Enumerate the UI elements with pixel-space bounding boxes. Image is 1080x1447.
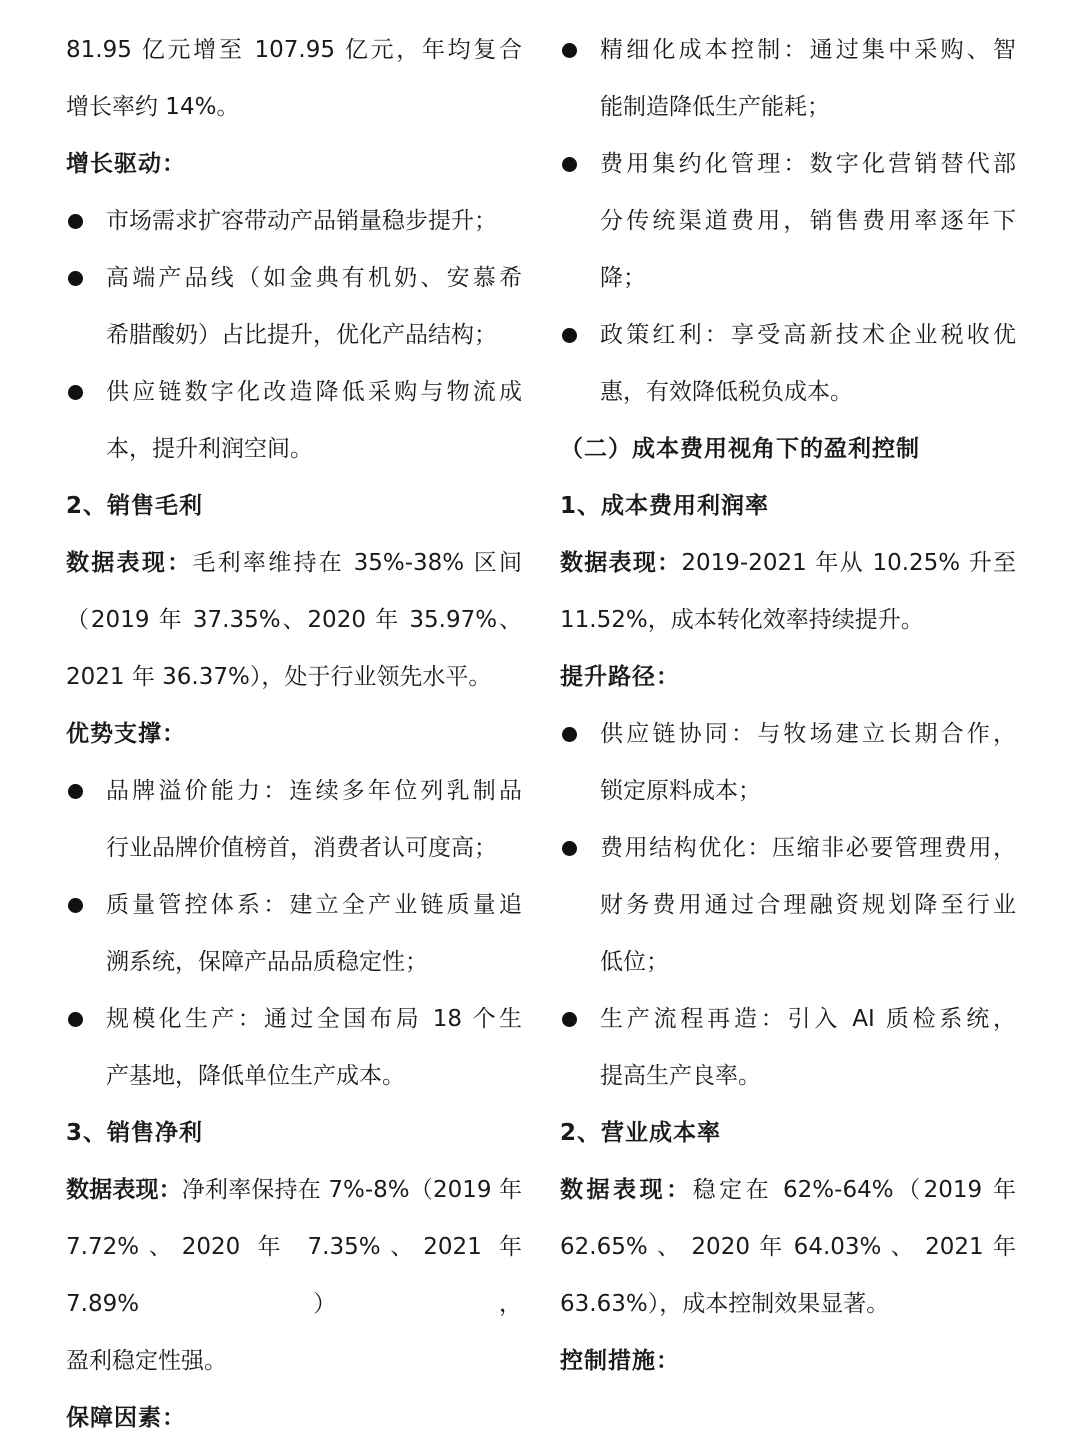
data-label: 数据表现：	[66, 1177, 182, 1203]
text-line: 惠，有效降低税负成本。	[600, 379, 853, 405]
text-line: 本，提升利润空间。	[106, 436, 313, 462]
list-item	[560, 22, 1016, 136]
list-item	[66, 193, 522, 250]
text-line	[66, 535, 522, 592]
text-line: 市场需求扩容带动产品销量稳步提升；	[106, 208, 497, 234]
list-item	[560, 991, 1016, 1105]
text-line: 能制造降低生产能耗；	[600, 94, 830, 120]
right-column	[560, 22, 1016, 1390]
revenue-paragraph	[66, 22, 522, 136]
text-line: 低位；	[600, 949, 669, 975]
text-line: 精细化成本控制：通过集中采购、智	[600, 37, 1016, 63]
growth-drivers-heading: 增长驱动：	[66, 151, 186, 177]
bullet-icon	[68, 1012, 83, 1027]
list-item	[560, 136, 1016, 307]
text-line: 62.65% 、 2020 年 64.03% 、 2021 年	[560, 1234, 1016, 1260]
text-line: 供应链数字化改造降低采购与物流成	[106, 379, 522, 405]
text-line	[66, 1162, 522, 1219]
text-line: 2021 年 36.37%），处于行业领先水平。	[66, 664, 492, 690]
text-line: 锁定原料成本；	[600, 778, 761, 804]
improvement-path-list	[560, 706, 1016, 1105]
bullet-icon	[562, 841, 577, 856]
text-line: 质量管控体系：建立全产业链质量追	[106, 892, 522, 918]
list-item	[66, 364, 522, 478]
data-label: 数据表现：	[560, 550, 682, 576]
text-line: 增长率约 14%。	[66, 94, 240, 120]
text-line: 溯系统，保障产品品质稳定性；	[106, 949, 428, 975]
text-line	[560, 535, 1016, 592]
text-line: （2019 年 37.35%、2020 年 35.97%、	[66, 607, 522, 633]
advantages-list	[66, 763, 522, 1105]
text-line: 63.63%），成本控制效果显著。	[560, 1291, 890, 1317]
bullet-icon	[68, 784, 83, 799]
text-line: 盈利稳定性强。	[66, 1348, 227, 1374]
text-line: 产基地，降低单位生产成本。	[106, 1063, 405, 1089]
text-line: 分传统渠道费用，销售费用率逐年下	[600, 208, 1016, 234]
text-line: 希腊酸奶）占比提升，优化产品结构；	[106, 322, 497, 348]
text-line: 行业品牌价值榜首，消费者认可度高；	[106, 835, 497, 861]
text-line: 11.52%，成本转化效率持续提升。	[560, 607, 924, 633]
text-line	[560, 1162, 1016, 1219]
list-item	[560, 820, 1016, 991]
left-column	[66, 22, 522, 1447]
bullet-icon	[562, 1012, 577, 1027]
text-line: 81.95 亿元增至 107.95 亿元，年均复合	[66, 37, 522, 63]
section-heading-operating-cost-rate: 2、营业成本率	[560, 1120, 722, 1146]
text-span: 2019-2021 年从 10.25% 升至	[681, 550, 1017, 576]
text-span: 稳定在 62%-64%（2019 年	[692, 1177, 1016, 1203]
list-item	[66, 250, 522, 364]
list-item	[560, 307, 1016, 421]
list-item	[560, 706, 1016, 820]
text-line: 生产流程再造：引入 AI 质检系统，	[600, 1006, 1016, 1032]
bullet-icon	[562, 727, 577, 742]
gross-profit-paragraph	[66, 535, 522, 706]
control-measures-heading: 控制措施：	[560, 1348, 680, 1374]
guarantee-factors-heading: 保障因素：	[66, 1405, 186, 1431]
text-span: 净利率保持在 7%-8%（2019 年	[181, 1177, 522, 1203]
section-heading-cost-profit-rate: 1、成本费用利润率	[560, 493, 770, 519]
text-span: 毛利率维持在 35%-38% 区间	[192, 550, 522, 576]
text-line: 费用集约化管理：数字化营销替代部	[600, 151, 1016, 177]
net-profit-paragraph	[66, 1162, 522, 1390]
bullet-icon	[68, 271, 83, 286]
bullet-icon	[68, 385, 83, 400]
text-line: 费用结构优化：压缩非必要管理费用，	[600, 835, 1016, 861]
text-line: 提高生产良率。	[600, 1063, 761, 1089]
bullet-icon	[68, 214, 83, 229]
data-label: 数据表现：	[66, 550, 193, 576]
text-line: 高端产品线（如金典有机奶、安慕希	[106, 265, 522, 291]
guarantee-factors-list	[560, 22, 1016, 421]
list-item	[66, 991, 522, 1105]
bullet-icon	[562, 43, 577, 58]
data-label: 数据表现：	[560, 1177, 693, 1203]
section-heading-gross-profit: 2、销售毛利	[66, 493, 204, 519]
text-line: 财务费用通过合理融资规划降至行业	[600, 892, 1016, 918]
text-line: 政策红利：享受高新技术企业税收优	[600, 322, 1016, 348]
list-item	[66, 877, 522, 991]
bullet-icon	[562, 157, 577, 172]
text-line: 品牌溢价能力：连续多年位列乳制品	[106, 778, 522, 804]
growth-drivers-list	[66, 193, 522, 478]
text-line: 7.72%、2020 年 7.35%、2021 年 7.89%），	[66, 1234, 522, 1317]
improvement-path-heading: 提升路径：	[560, 664, 680, 690]
section-heading-net-profit: 3、销售净利	[66, 1120, 204, 1146]
cost-profit-paragraph	[560, 535, 1016, 649]
list-item	[66, 763, 522, 877]
operating-cost-paragraph	[560, 1162, 1016, 1333]
text-line: 供应链协同：与牧场建立长期合作，	[600, 721, 1016, 747]
bullet-icon	[68, 898, 83, 913]
text-line: 规模化生产：通过全国布局 18 个生	[106, 1006, 522, 1032]
text-line: 降；	[600, 265, 646, 291]
advantages-heading: 优势支撑：	[66, 721, 186, 747]
bullet-icon	[562, 328, 577, 343]
section-heading-cost-perspective: （二）成本费用视角下的盈利控制	[560, 436, 920, 462]
